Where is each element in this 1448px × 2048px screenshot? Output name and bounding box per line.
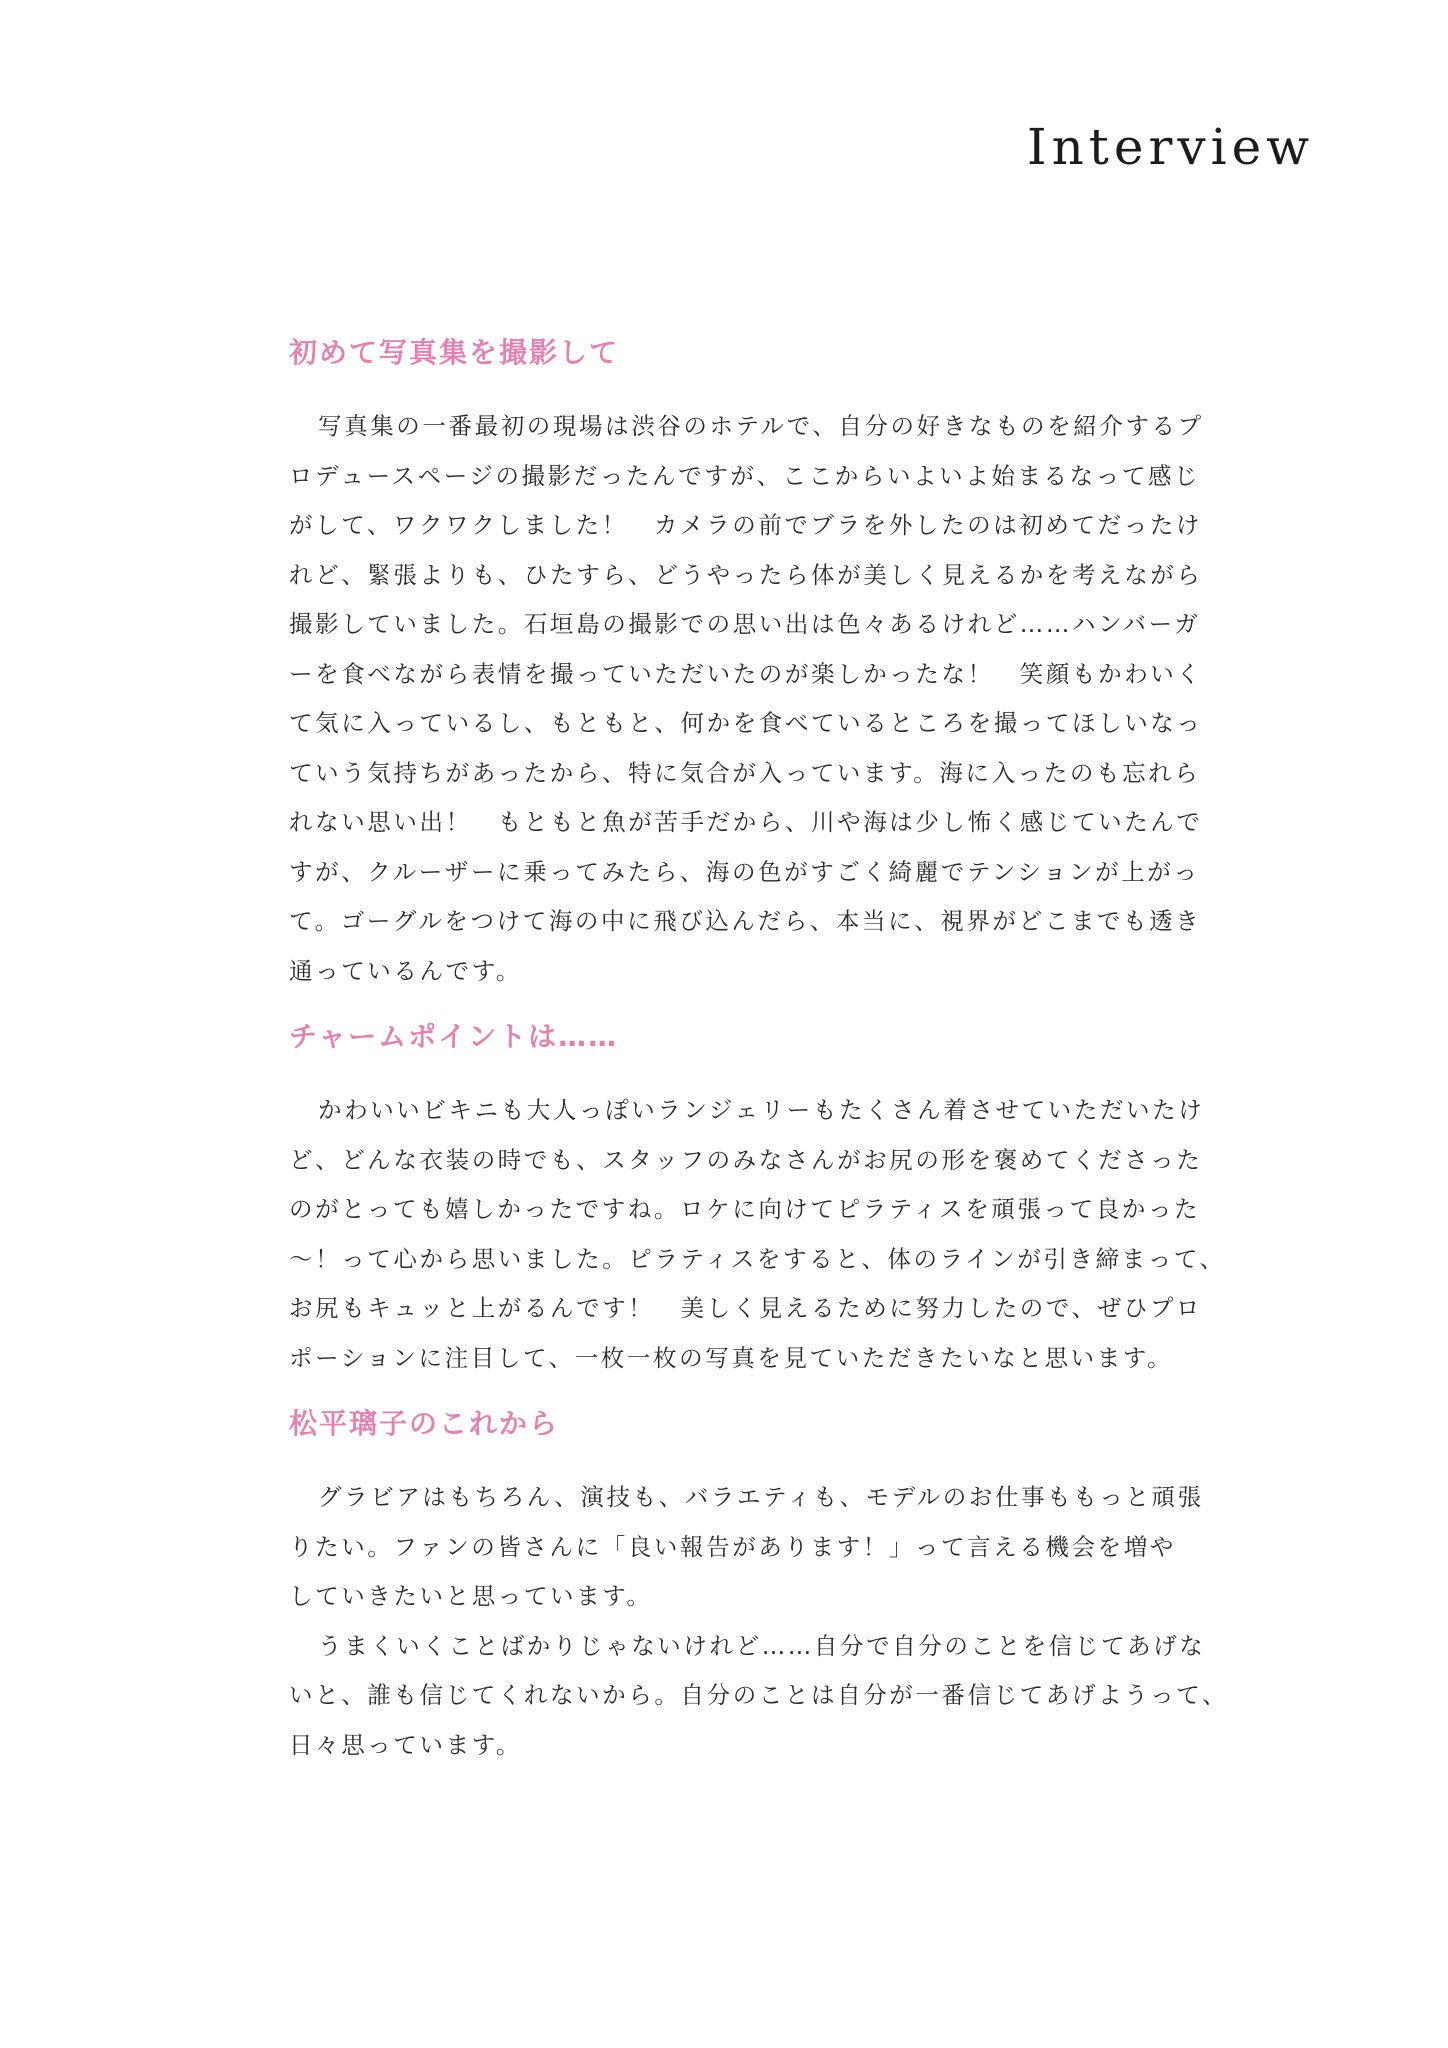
text-line: 通っているんです。 [289, 956, 523, 985]
paragraph [289, 402, 1219, 996]
section-heading: 初めて写真集を撮影して [289, 336, 620, 369]
text-line: のがとっても嬉しかったですね。ロケに向けてピラティスを頑張って良かった [289, 1195, 1201, 1223]
section-body [289, 1473, 1229, 1770]
text-line: れない思い出！ もともと魚が苦手だから、川や海は少し怖く感じていたんで [289, 808, 1203, 836]
interview-article [289, 328, 1229, 1786]
text-line: がして、ワクワクしました！ カメラの前でブラを外したのは初めてだったけ [289, 511, 1203, 539]
text-line: かわいいビキニも大人っぽいランジェリーもたくさん着させていただいたけ [318, 1096, 1205, 1124]
text-line: て気に入っているし、もともと、何かを食べているところを撮ってほしいなっ [289, 709, 1203, 737]
text-line: 写真集の一番最初の現場は渋谷のホテルで、自分の好きなものを紹介するプ [318, 412, 1204, 440]
paragraph [289, 1473, 1219, 1622]
text-line: グラビアはもちろん、演技も、バラエティも、モデルのお仕事ももっと頑張 [318, 1483, 1204, 1511]
text-line: していきたいと思っています。 [289, 1582, 653, 1610]
section-heading: チャームポイントは…… [289, 1020, 619, 1053]
text-line: すが、クルーザーに乗ってみたら、海の色がすごく綺麗でテンションが上がっ [289, 857, 1200, 886]
text-line: 撮影していました。石垣島の撮影での思い出は色々あるけれど……ハンバーガ [289, 610, 1201, 638]
paragraph [289, 1622, 1229, 1771]
text-line: ポーションに注目して、一枚一枚の写真を見ていただきたいなと思います。 [289, 1343, 1174, 1372]
section-body [289, 1086, 1226, 1383]
paragraph [289, 1086, 1226, 1383]
text-line: ど、どんな衣装の時でも、スタッフのみなさんがお尻の形を褒めてくださった [289, 1145, 1203, 1174]
text-line: て。ゴーグルをつけて海の中に飛び込んだら、本当に、視界がどこまでも透き [289, 907, 1202, 935]
text-line: ーを食べながら表情を撮っていただいたのが楽しかったな！ 笑顔もかわいく [289, 659, 1203, 688]
section-heading: 松平璃子のこれから [289, 1407, 560, 1440]
text-line: お尻もキュッと上がるんです！ 美しく見えるために努力したので、ぜひプロ [289, 1294, 1203, 1322]
page-header-title: Interview [1026, 118, 1314, 176]
text-line: ていう気持ちがあったから、特に気合が入っています。海に入ったのも忘れら [289, 758, 1201, 787]
text-line: うまくいくことばかりじゃないけれど……自分で自分のことを信じてあげな [318, 1631, 1206, 1660]
text-line: れど、緊張よりも、ひたすら、どうやったら体が美しく見えるかを考えながら [289, 560, 1203, 589]
text-line: いと、誰も信じてくれないから。自分のことは自分が一番信じてあげようって、 [289, 1681, 1229, 1709]
text-line: りたい。ファンの皆さんに「良い報告があります！」って言える機会を増や [289, 1532, 1176, 1561]
text-line: 〜！って心から思いました。ピラティスをすると、体のラインが引き締まって、 [289, 1244, 1226, 1273]
text-line: ロデュースページの撮影だったんですが、ここからいよいよ始まるなって感じ [289, 461, 1201, 490]
text-line: 日々思っています。 [289, 1730, 523, 1759]
section-body [289, 402, 1219, 996]
